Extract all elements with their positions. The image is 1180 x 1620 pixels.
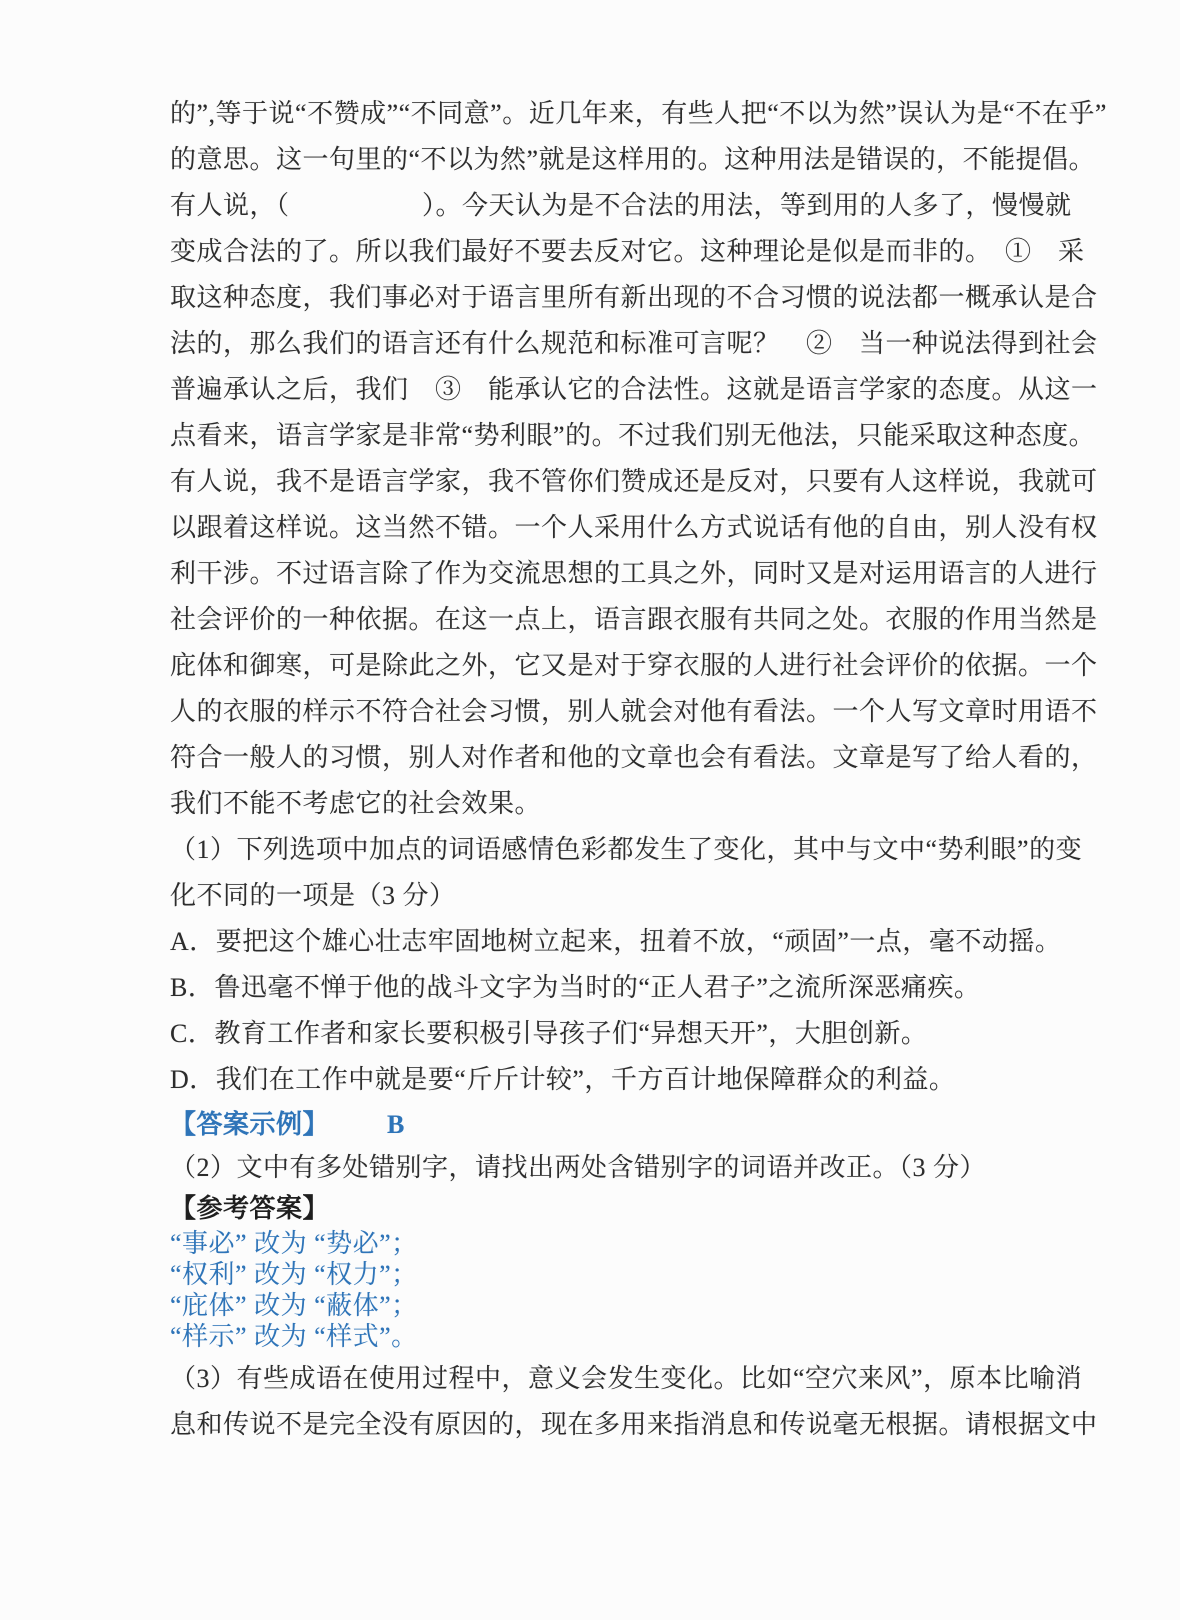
paragraph-line-14: 人的衣服的样示不符合社会习惯，别人就会对他有看法。一个人写文章时用语不 — [170, 697, 1098, 726]
correction-line-2: “权利” 改为 “权力”； — [170, 1260, 418, 1289]
document-content — [170, 91, 1107, 1448]
paragraph-line-5: 取这种态度，我们事必对于语言里所有新出现的不合习惯的说法都一概承认是合 — [170, 283, 1098, 312]
paragraph-line-8: 点看来，语言学家是非常“势利眼”的。不过我们别无他法，只能采取这种态度。 — [170, 421, 1096, 450]
paragraph-line-15: 符合一般人的习惯，别人对作者和他的文章也会有看法。文章是写了给人看的， — [170, 743, 1098, 772]
answer-example-value: B — [387, 1110, 405, 1139]
paragraph-line-2: 的意思。这一句里的“不以为然”就是这样用的。这种用法是错误的，不能提倡。 — [170, 145, 1096, 174]
paragraph-line-4: 变成合法的了。所以我们最好不要去反对它。这种理论是似是而非的。 ① 采 — [170, 237, 1085, 266]
paragraph-line-1: 的”,等于说“不赞成”“不同意”。近几年来，有些人把“不以为然”误认为是“不在乎” — [170, 99, 1107, 128]
paragraph-line-9: 有人说，我不是语言学家，我不管你们赞成还是反对，只要有人这样说，我就可 — [170, 467, 1098, 496]
paragraph-line-16: 我们不能不考虑它的社会效果。 — [170, 789, 542, 818]
paragraph-line-10: 以跟着这样说。这当然不错。一个人采用什么方式说话有他的自由，别人没有权 — [170, 513, 1098, 542]
question-1-line-2: 化不同的一项是（3 分） — [170, 881, 456, 910]
paragraph-line-3: 有人说，（ ）。今天认为是不合法的用法，等到用的人多了，慢慢就 — [170, 191, 1072, 220]
question-1-line-1: （1）下列选项中加点的词语感情色彩都发生了变化，其中与文中“势利眼”的变 — [170, 835, 1083, 864]
question-1-option-b: B．鲁迅毫不惮于他的战斗文字为当时的“正人君子”之流所深恶痛疾。 — [170, 973, 981, 1002]
question-3-line-1: （3）有些成语在使用过程中，意义会发生变化。比如“空穴来风”，原本比喻消 — [170, 1364, 1083, 1393]
answer-example-label: 【答案示例】 — [170, 1110, 330, 1139]
paragraph-line-13: 庇体和御寒，可是除此之外，它又是对于穿衣服的人进行社会评价的依据。一个 — [170, 651, 1098, 680]
question-1-option-c: C．教育工作者和家长要积极引导孩子们“异想天开”，大胆创新。 — [170, 1019, 928, 1048]
correction-line-4: “样示” 改为 “样式”。 — [170, 1322, 418, 1351]
answer-example-line — [170, 1103, 1020, 1146]
paragraph-line-6: 法的，那么我们的语言还有什么规范和标准可言呢？ ② 当一种说法得到社会 — [170, 329, 1098, 358]
paragraph-line-11: 利干涉。不过语言除了作为交流思想的工具之外，同时又是对运用语言的人进行 — [170, 559, 1098, 588]
question-2-line: （2）文中有多处错别字，请找出两处含错别字的词语并改正。（3 分） — [170, 1153, 987, 1182]
correction-line-3: “庇体” 改为 “蔽体”； — [170, 1291, 418, 1320]
paragraph-line-7: 普遍承认之后，我们 ③ 能承认它的合法性。这就是语言学家的态度。从这一 — [170, 375, 1098, 404]
question-1-option-d: D．我们在工作中就是要“斤斤计较”，千方百计地保障群众的利益。 — [170, 1065, 956, 1094]
question-3-line-2: 息和传说不是完全没有原因的，现在多用来指消息和传说毫无根据。请根据文中 — [170, 1410, 1098, 1439]
question-3-block — [170, 1356, 1098, 1448]
question-1-option-a: A．要把这个雄心壮志牢固地树立起来，扭着不放，“顽固”一点，毫不动摇。 — [170, 927, 1062, 956]
reference-answer-label: 【参考答案】 — [170, 1194, 330, 1223]
paragraph-line-12: 社会评价的一种依据。在这一点上，语言跟衣服有共同之处。衣服的作用当然是 — [170, 605, 1098, 634]
correction-line-1: “事必” 改为 “势必”； — [170, 1229, 418, 1258]
